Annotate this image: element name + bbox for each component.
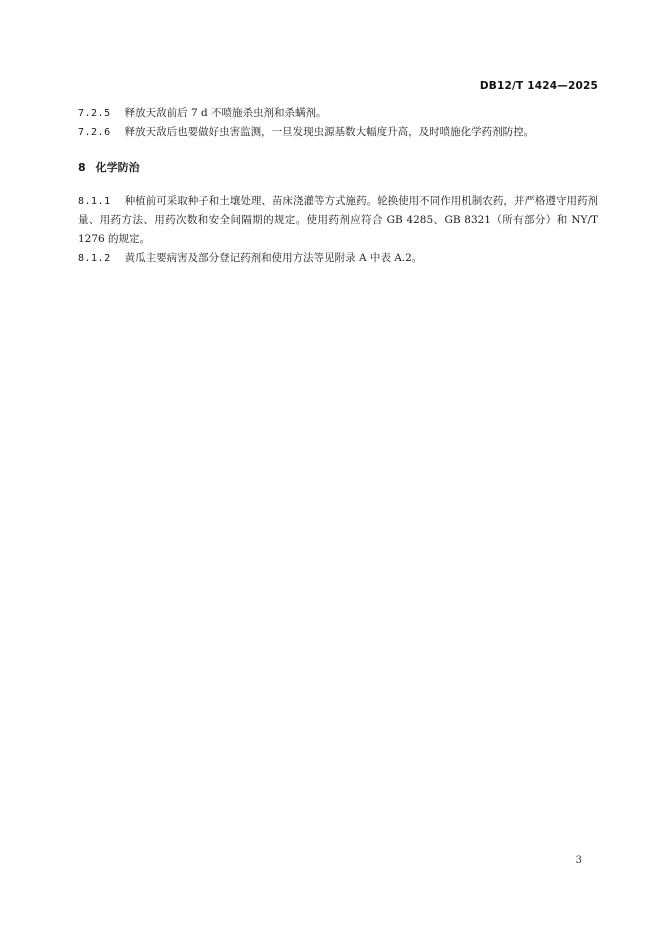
clause-number: 7.2.5	[78, 108, 111, 119]
section-title: 化学防治	[95, 161, 140, 174]
clause-8-1-2	[78, 249, 598, 268]
document-code: DB12/T 1424—2025	[479, 80, 598, 92]
clause-text: 释放天敌后也要做好虫害监测，一旦发现虫源基数大幅度升高，及时喷施化学药剂防控。	[124, 126, 535, 138]
section-heading	[78, 159, 598, 177]
clause-text: 黄瓜主要病害及部分登记药剂和使用方法等见附录 A 中表 A.2。	[124, 252, 423, 264]
clause-text: 种植前可采取种子和土壤处理、苗床浇灌等方式施药。轮换使用不同作用机制农药，并严格遵守用药剂量、用药方法、用药次数和安全间隔期的规定。使用药剂应符合 GB 4285、GB 8321（所有部分）和 NY/T 1276 的规定。	[78, 195, 598, 245]
clause-7-2-6	[78, 123, 598, 142]
clause-text: 释放天敌前后 7 d 不喷施杀虫剂和杀螨剂。	[124, 107, 327, 119]
clause-number: 8.1.2	[78, 253, 111, 264]
clause-8-1-1	[78, 192, 598, 249]
clause-number: 8.1.1	[78, 196, 111, 207]
clause-7-2-5	[78, 104, 598, 123]
page-number: 3	[575, 855, 582, 866]
document-body	[78, 104, 598, 268]
clause-number: 7.2.6	[78, 127, 111, 138]
section-number: 8	[78, 161, 86, 174]
